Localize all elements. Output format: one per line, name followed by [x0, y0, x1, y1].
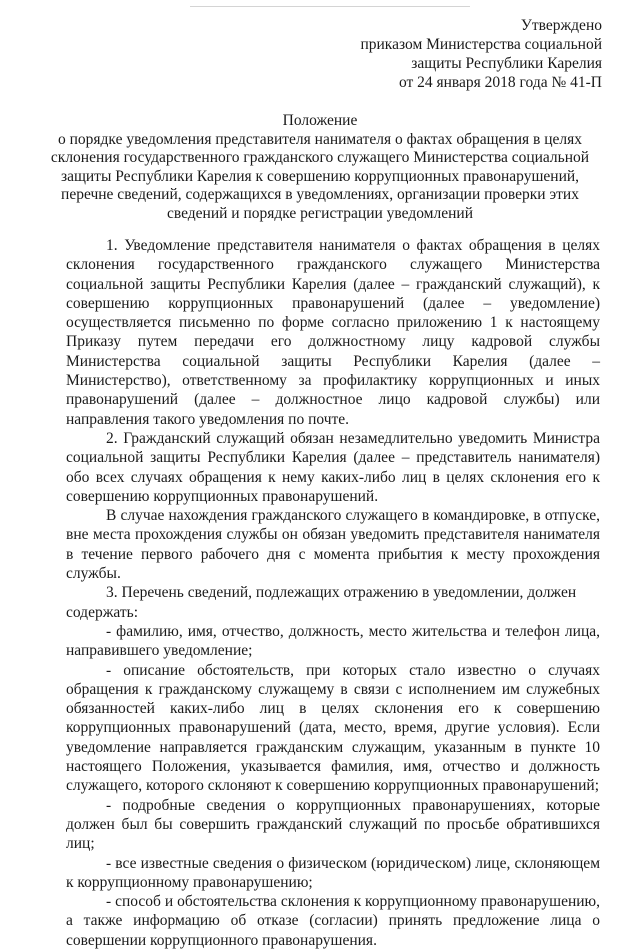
paragraph-1: 1. Уведомление представителя нанимателя о фактах обращения в целях склонения государственного гражданского служащего Министерства социальной защиты Республики Карелия (далее – гражданский служащий), к совершению коррупционных правонарушений (далее – уведомление) осуществляется письменно по форме согласно приложению 1 к настоящему Приказу путем передачи его должностному лицу кадровой службы Министерства социальной защиты Республики Карелия (далее – Министерство), ответственному за профилактику коррупционных и иных правонарушений (далее – должностное лицо кадровой службы) или направления такого уведомления по почте. [66, 237, 600, 428]
paragraph-4: 3. Перечень сведений, подлежащих отражению в уведомлении, должен [106, 584, 577, 602]
list-item: - фамилию, имя, отчество, должность, место жительства и телефон лица, направившего уведомление; [66, 622, 600, 660]
approval-stamp [242, 16, 602, 92]
paragraph-2: 2. Гражданский служащий обязан незамедлительно уведомить Министра социальной защиты Республики Карелия (далее – представитель нанимателя) обо всех случаях обращения к нему каких-либо лиц в целях склонения его к совершению коррупционных правонарушений. [66, 429, 600, 505]
title-line: перечне сведений, содержащихся в уведомлениях, организации проверки этих [61, 186, 579, 203]
document-body [66, 236, 600, 950]
list-item: - способ и обстоятельства склонения к коррупционному правонарушению, а также информацию об отказе (согласии) принять предложение лица о совершении коррупционного правонарушения. [66, 893, 600, 949]
list-item: - все известные сведения о физическом (юридическом) лице, склоняющем к коррупционному правонарушению; [66, 854, 600, 891]
paragraph-4-continuation: содержать: [66, 603, 139, 621]
approval-line: Утверждено [520, 17, 602, 34]
scan-artifact-line [190, 6, 470, 7]
approval-line: от 24 января 2018 года № 41-П [398, 74, 602, 91]
list-item: - описание обстоятельств, при которых стало известно о случаях обращения к гражданскому служащему в связи с исполнением им служебных обязанностей каких-либо лиц в целях склонения его к совершению коррупционных правонарушений (дата, место, время, другие условия). Если уведомление направляется гражданским служащим, указанным в пункте 10 настоящего Положения, указывается фамилия, имя, отчество и должность служащего, которого склоняют к совершению коррупционных правонарушений; [66, 661, 600, 795]
document-title [38, 112, 602, 223]
list-item: - подробные сведения о коррупционных правонарушениях, которые должен был бы совершить гражданский служащий по просьбе обратившихся лиц; [66, 796, 600, 853]
title-line: о порядке уведомления представителя нанимателя о фактах обращения в целях [57, 130, 583, 148]
title-line: сведений и порядке регистрации уведомлений [166, 204, 473, 222]
paragraph-3: В случае нахождения гражданского служащего в командировке, в отпуске, вне места прохождения службы он обязан уведомить представителя нанимателя в течение первого рабочего дня с момента прибытия к месту прохождения службы. [66, 507, 600, 583]
title-heading: Положение [282, 112, 358, 129]
title-line: защиты Республики Карелия к совершению коррупционных правонарушений, [60, 167, 580, 185]
approval-line: приказом Министерства социальной [360, 36, 602, 53]
title-line: склонения государственного гражданского служащего Министерства социальной [50, 149, 590, 166]
approval-line: защиты Республики Карелия [411, 55, 602, 72]
